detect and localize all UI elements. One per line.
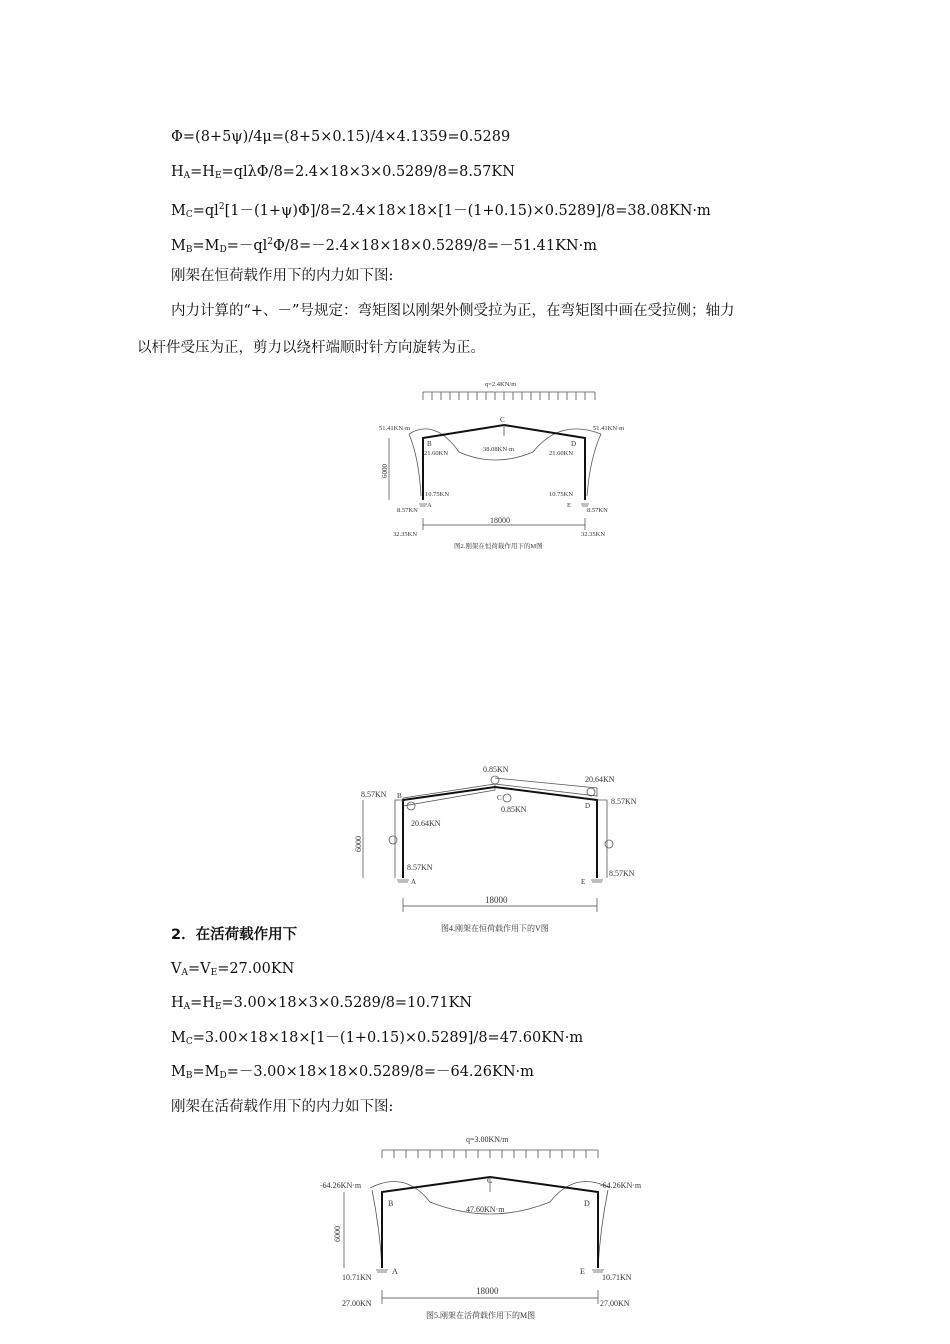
live-load-intro: 刚架在活荷载作用下的内力如下图: <box>171 1099 394 1115</box>
shear-b-label: 21.60KN <box>424 450 449 457</box>
formula-phi: Φ=(8+5ψ)/4μ=(8+5×0.15)/4×4.1359=0.5289 <box>171 129 511 145</box>
label-d: D <box>585 802 591 810</box>
mc-sup: 2 <box>218 202 225 212</box>
ha-eq: =H <box>190 995 215 1011</box>
figure-caption: 图5.刚架在活荷载作用下的M图 <box>426 1311 536 1320</box>
base-e-label: 8.57KN <box>609 869 635 878</box>
moment-right-label: -64.26KN·m <box>600 1181 642 1190</box>
mb-mid: =－ql <box>226 238 268 254</box>
ha-sub-a: A <box>183 1002 191 1012</box>
mc-live-symbol: M <box>171 1030 186 1046</box>
h-sub-a: A <box>183 171 191 181</box>
mb-live-sub-b: B <box>185 1071 193 1081</box>
sign-circle-col-left <box>389 836 397 844</box>
mb-sup: 2 <box>267 237 274 247</box>
load-label: q=2.4KN/m <box>485 381 517 388</box>
label-c: C <box>487 1176 493 1185</box>
label-c: C <box>497 794 502 802</box>
figure-caption: 图2.刚架在恒荷载作用下的M图 <box>454 543 543 550</box>
mb-live-expression: =－3.00×18×18×0.5289/8=－64.26KN·m <box>226 1064 534 1080</box>
label-a: A <box>411 878 417 886</box>
label-b: B <box>427 440 432 448</box>
figure-caption: 图4.刚架在恒荷载作用下的V图 <box>441 924 549 933</box>
label-b: B <box>388 1199 394 1208</box>
h-sub-e: E <box>214 171 222 181</box>
formula-va <box>171 959 294 983</box>
moment-curve-left <box>409 434 421 496</box>
h-left-label: 10.71KN <box>342 1273 372 1282</box>
sign-rule-line1: 内力计算的“+、－”号规定：弯矩图以刚架外侧受拉为正，在弯矩图中画在受拉侧；轴力 <box>171 303 735 319</box>
label-e: E <box>580 1267 585 1276</box>
va-expression: =27.00KN <box>217 961 295 977</box>
formula-h <box>171 162 515 186</box>
mb-sub-d: D <box>219 245 227 255</box>
react-right-label: 32.35KN <box>581 531 606 538</box>
mc-live-expression: =3.00×18×18×[1－(1+0.15)×0.5289]/8=47.60KN·m <box>192 1030 584 1046</box>
fig-m-dead <box>375 378 635 553</box>
ha-sub-e: E <box>214 1002 222 1012</box>
label-c: C <box>500 416 505 424</box>
below-c-label: 0.85KN <box>501 805 527 814</box>
mb-symbol: M <box>171 238 186 254</box>
label-b: B <box>397 792 402 800</box>
mb-live-eq: =M <box>192 1064 220 1080</box>
moment-curve-left <box>372 1190 382 1268</box>
top-c-label: 0.85KN <box>483 765 509 774</box>
ha-expression: =3.00×18×3×0.5289/8=10.71KN <box>221 995 473 1011</box>
va-symbol: V <box>171 961 182 977</box>
mc-sub: C <box>185 210 193 220</box>
base-a-label: 8.57KN <box>407 863 433 872</box>
mb-expression: Φ/8=－2.4×18×18×0.5289/8=－51.41KN·m <box>273 238 597 254</box>
label-a: A <box>427 502 432 509</box>
frame-outline <box>423 425 585 500</box>
h-right-label: 10.71KN <box>602 1273 632 1282</box>
span-label: 18000 <box>485 895 508 905</box>
sign-circle-b <box>407 802 415 810</box>
fig-v-dead <box>355 760 655 938</box>
dead-load-intro: 刚架在恒荷载作用下的内力如下图: <box>171 268 394 284</box>
h-right-label: 8.57KN <box>587 507 608 514</box>
label-d: D <box>584 1199 590 1208</box>
h-left-label: 8.57KN <box>397 507 418 514</box>
formula-mb-live <box>171 1062 534 1086</box>
moment-curve-right <box>587 434 601 496</box>
sign-circle-col-right <box>605 840 613 848</box>
span-label: 18000 <box>490 516 510 525</box>
shear-band-col-left <box>395 800 403 878</box>
sign-circle-c-top <box>491 776 499 784</box>
mc-symbol: M <box>171 203 186 219</box>
formula-ha <box>171 993 472 1017</box>
supports <box>419 504 589 506</box>
moment-left-label: 51.41KN·m <box>379 425 411 432</box>
shear-band-col-right <box>597 800 607 878</box>
mc-mid: =ql <box>192 203 219 219</box>
height-label: 6000 <box>381 464 389 478</box>
base-left-v-label: 10.75KN <box>425 491 450 498</box>
react-left-label: 32.35KN <box>393 531 418 538</box>
h-symbol: H <box>171 164 184 180</box>
left-b-label: 8.57KN <box>361 790 387 799</box>
label-a: A <box>392 1267 398 1276</box>
mb-live-sub-d: D <box>219 1071 227 1081</box>
sign-rule-line2: 以杆件受压为正，剪力以绕杆端顺时针方向旋转为正。 <box>137 340 485 356</box>
moment-right-label: 51.41KN·m <box>593 425 625 432</box>
load-arrows <box>382 1150 598 1158</box>
midspan-label: 47.60KN·m <box>466 1205 505 1214</box>
right-d-label: 8.57KN <box>611 797 637 806</box>
load-label: q=3.00KN/m <box>466 1135 509 1144</box>
mb-sub-b: B <box>185 245 193 255</box>
va-sub-e: E <box>210 968 218 978</box>
section-heading: 2．在活荷载作用下 <box>171 927 298 943</box>
base-right-v-label: 10.75KN <box>549 491 574 498</box>
shear-d-label: 21.60KN <box>549 450 574 457</box>
supports <box>376 1270 604 1272</box>
h-expression: =qlλΦ/8=2.4×18×3×0.5289/8=8.57KN <box>221 164 515 180</box>
va-eq: =V <box>187 961 211 977</box>
mc-expression: [1－(1+ψ)Φ]/8=2.4×18×18×[1－(1+0.15)×0.5289]/8=38.08KN·m <box>224 203 711 219</box>
formula-mb <box>171 232 597 260</box>
fig-m-live <box>310 1130 680 1330</box>
height-label: 6000 <box>354 836 363 852</box>
label-d: D <box>571 440 577 448</box>
below-b-label: 20.64KN <box>411 819 441 828</box>
midspan-label: 38.08KN·m <box>483 446 515 453</box>
mc-live-sub: C <box>185 1037 193 1047</box>
top-d-label: 20.64KN <box>585 775 615 784</box>
sign-circle-c <box>503 794 511 802</box>
moment-left-label: -64.26KN·m <box>320 1181 362 1190</box>
sign-circle-d <box>587 788 595 796</box>
mb-live-symbol: M <box>171 1064 186 1080</box>
mb-eq: =M <box>192 238 220 254</box>
formula-mc-live <box>171 1028 583 1052</box>
height-label: 6000 <box>333 1226 342 1242</box>
load-arrows <box>423 392 595 400</box>
ha-symbol: H <box>171 995 184 1011</box>
moment-curve-right <box>598 1190 608 1268</box>
shear-band-left <box>403 784 495 806</box>
react-right-label: 27.00KN <box>600 1299 630 1308</box>
supports <box>397 880 603 882</box>
span-label: 18000 <box>476 1286 499 1296</box>
va-sub-a: A <box>181 968 188 978</box>
react-left-label: 27.00KN <box>342 1299 372 1308</box>
formula-mc <box>171 197 711 225</box>
h-eq: =H <box>190 164 215 180</box>
label-e: E <box>581 878 586 886</box>
label-e: E <box>567 502 571 509</box>
